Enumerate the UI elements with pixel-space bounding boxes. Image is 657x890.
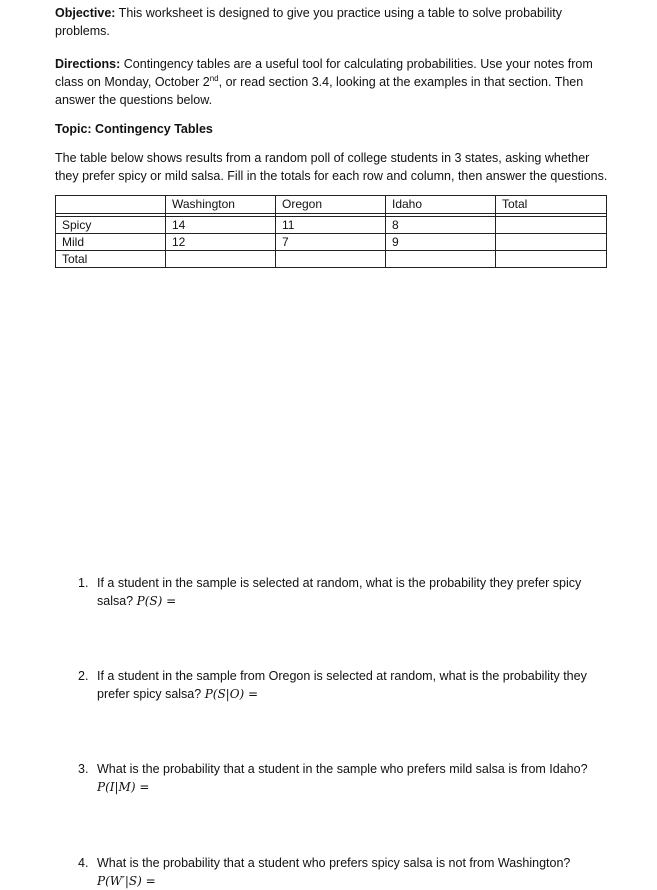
- question-formula: P(I|M) =: [97, 780, 150, 794]
- cell-spicy-oregon: 11: [276, 217, 386, 234]
- header-cell-total: Total: [496, 196, 607, 214]
- header-cell-blank: [56, 196, 166, 214]
- table-header-row: [56, 196, 607, 214]
- question-text: What is the probability that a student who prefers spicy salsa is not from Washington? P(W′|S) =: [97, 856, 571, 888]
- question-text: If a student in the sample from Oregon is selected at random, what is the probability they prefer spicy salsa? P(S|O) =: [97, 669, 587, 701]
- cell-grand-total[interactable]: [496, 251, 607, 268]
- cell-mild-oregon: 7: [276, 234, 386, 251]
- cell-spicy-washington: 14: [166, 217, 276, 234]
- contingency-table: [55, 195, 607, 268]
- header-cell-washington: Washington: [166, 196, 276, 214]
- question-number: 1.: [78, 576, 89, 590]
- question-formula: P(S|O) =: [204, 687, 259, 701]
- row-label-total: Total: [56, 251, 166, 268]
- cell-mild-total[interactable]: [496, 234, 607, 251]
- objective-label: Objective:: [55, 6, 116, 20]
- question-number: 4.: [78, 856, 89, 870]
- directions-label: Directions:: [55, 57, 121, 71]
- question-text: If a student in the sample is selected at random, what is the probability they prefer spicy salsa? P(S) =: [97, 576, 582, 608]
- cell-total-idaho[interactable]: [386, 251, 496, 268]
- table-row-total: [56, 251, 607, 268]
- directions-text-1: Contingency tables are a useful tool for calculating probabilities. Use your notes from class on Monday, October 2: [55, 57, 593, 89]
- row-label-spicy: Spicy: [56, 217, 166, 234]
- table-row-mild: [56, 234, 607, 251]
- header-cell-oregon: Oregon: [276, 196, 386, 214]
- cell-spicy-total[interactable]: [496, 217, 607, 234]
- directions-paragraph: [55, 55, 615, 109]
- cell-mild-idaho: 9: [386, 234, 496, 251]
- cell-total-oregon[interactable]: [276, 251, 386, 268]
- objective-paragraph: [55, 4, 615, 40]
- question-number: 3.: [78, 762, 89, 776]
- question-formula: P(W′|S) =: [97, 874, 156, 888]
- cell-total-washington[interactable]: [166, 251, 276, 268]
- cell-spicy-idaho: 8: [386, 217, 496, 234]
- row-label-mild: Mild: [56, 234, 166, 251]
- table-row-spicy: [56, 217, 607, 234]
- question-formula: P(S) =: [136, 594, 177, 608]
- question-text: What is the probability that a student in the sample who prefers mild salsa is from Idaho? P(I|M) =: [97, 762, 588, 794]
- topic-heading: Topic: Contingency Tables: [55, 122, 213, 136]
- cell-mild-washington: 12: [166, 234, 276, 251]
- directions-text-2: , or read section 3.4, looking at the examples in that section. Then answer the questions below.: [55, 75, 584, 107]
- intro-paragraph: The table below shows results from a random poll of college students in 3 states, asking whether they prefer spicy or mild salsa. Fill in the totals for each row and column, then answer the questions.: [55, 151, 608, 183]
- directions-superscript: nd: [209, 73, 219, 83]
- objective-text: This worksheet is designed to give you practice using a table to solve probability problems.: [55, 6, 562, 38]
- question-number: 2.: [78, 669, 89, 683]
- worksheet: [55, 4, 615, 888]
- header-cell-idaho: Idaho: [386, 196, 496, 214]
